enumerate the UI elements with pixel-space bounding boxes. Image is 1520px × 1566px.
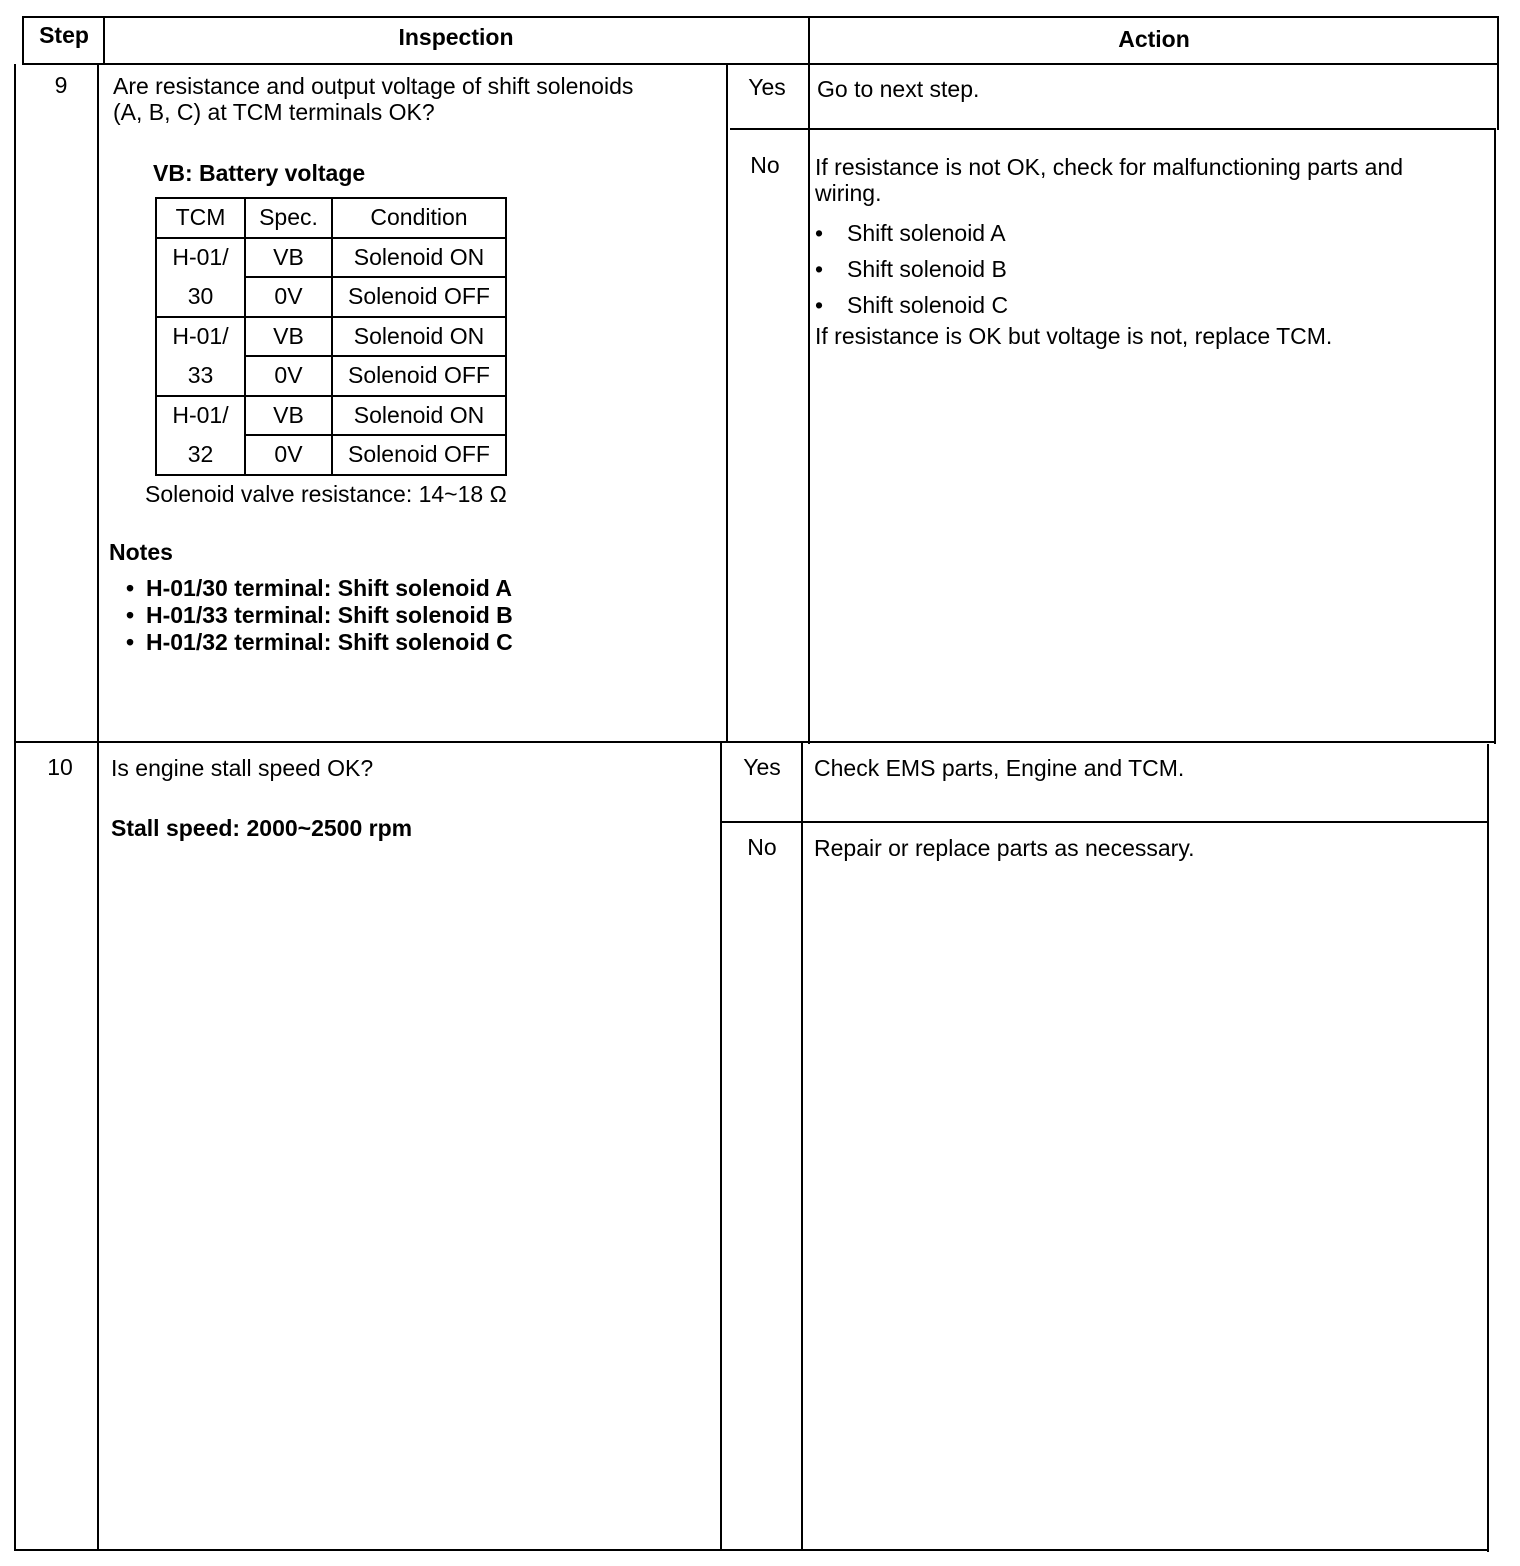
spec-row <box>156 238 506 278</box>
row-divider-9-10 <box>14 741 1494 743</box>
spec-condition: Solenoid OFF <box>332 277 506 317</box>
action-item: • Shift solenoid A <box>815 215 1008 251</box>
row9-notes-list <box>124 575 513 656</box>
spec-header-spec: Spec. <box>245 198 332 238</box>
row9-step: 9 <box>54 72 68 98</box>
row9-no-action-line1: If resistance is not OK, check for malfunctioning parts and <box>815 154 1404 180</box>
spec-row <box>156 277 506 317</box>
spec-header-condition: Condition <box>332 198 506 238</box>
spec-tcm-top: H-01/ <box>156 396 245 436</box>
spec-header-tcm: TCM <box>156 198 245 238</box>
col-divider-action <box>808 16 810 744</box>
row10-no-action: Repair or replace parts as necessary. <box>814 835 1195 861</box>
spec-condition: Solenoid OFF <box>332 356 506 396</box>
header-inspection: Inspection <box>398 24 514 50</box>
col-divider-action-lower <box>801 742 803 1550</box>
note-item: • H-01/30 terminal: Shift solenoid A <box>124 575 513 602</box>
col-divider-step-lower <box>97 64 99 1550</box>
row10-step: 10 <box>47 754 73 780</box>
spec-condition: Solenoid ON <box>332 238 506 278</box>
spec-tcm-top: H-01/ <box>156 238 245 278</box>
table-border-right-lower <box>1487 744 1489 1552</box>
spec-value: 0V <box>245 435 332 475</box>
spec-condition: Solenoid ON <box>332 317 506 357</box>
spec-table <box>155 197 507 476</box>
row9-no-action-final: If resistance is OK but voltage is not, replace TCM. <box>815 323 1333 349</box>
spec-value: 0V <box>245 356 332 396</box>
spec-tcm-top: H-01/ <box>156 317 245 357</box>
row9-yes-label: Yes <box>748 74 786 100</box>
row9-yes-no-divider <box>730 128 1496 130</box>
row10-stall-spec: Stall speed: 2000~2500 rpm <box>111 815 413 841</box>
action-item: • Shift solenoid C <box>815 287 1008 323</box>
row9-question-line1: Are resistance and output voltage of shift solenoids <box>113 73 634 99</box>
row10-no-label: No <box>747 834 777 860</box>
row10-yes-action: Check EMS parts, Engine and TCM. <box>814 755 1185 781</box>
spec-condition: Solenoid ON <box>332 396 506 436</box>
table-border-top <box>22 16 1499 18</box>
table-border-right-mid <box>1494 130 1496 744</box>
row9-vb-label <box>153 160 365 187</box>
spec-row <box>156 317 506 357</box>
row9-question-line2: (A, B, C) at TCM terminals OK? <box>113 99 435 125</box>
row9-no-label: No <box>750 152 780 178</box>
header-action: Action <box>1118 26 1190 52</box>
row9-no-action-items <box>815 215 1008 323</box>
spec-value: 0V <box>245 277 332 317</box>
row10-question: Is engine stall speed OK? <box>111 755 374 781</box>
spec-value: VB <box>245 238 332 278</box>
row9-yes-action: Go to next step. <box>817 76 980 102</box>
col-divider-inspection-lower <box>720 742 722 1550</box>
row10-yes-label: Yes <box>743 754 781 780</box>
vb-label-text: VB: Battery voltage <box>153 160 366 186</box>
spec-table-header <box>156 198 506 238</box>
action-item: • Shift solenoid B <box>815 251 1008 287</box>
row9-resistance-note: Solenoid valve resistance: 14~18 Ω <box>145 481 507 507</box>
spec-value: VB <box>245 396 332 436</box>
table-border-left-lower <box>14 64 16 1551</box>
spec-tcm-bottom: 33 <box>156 356 245 396</box>
row10-yes-no-divider <box>722 821 1489 823</box>
spec-tcm-bottom: 30 <box>156 277 245 317</box>
note-item: • H-01/32 terminal: Shift solenoid C <box>124 629 513 656</box>
spec-condition: Solenoid OFF <box>332 435 506 475</box>
spec-row <box>156 356 506 396</box>
row9-notes-title: Notes <box>109 539 173 565</box>
table-border-bottom <box>14 1549 1489 1551</box>
header-step: Step <box>39 22 89 48</box>
spec-tcm-bottom: 32 <box>156 435 245 475</box>
spec-value: VB <box>245 317 332 357</box>
spec-row <box>156 435 506 475</box>
note-item: • H-01/33 terminal: Shift solenoid B <box>124 602 513 629</box>
row9-no-action-line2: wiring. <box>815 180 882 206</box>
header-divider <box>22 63 1499 65</box>
spec-row <box>156 396 506 436</box>
